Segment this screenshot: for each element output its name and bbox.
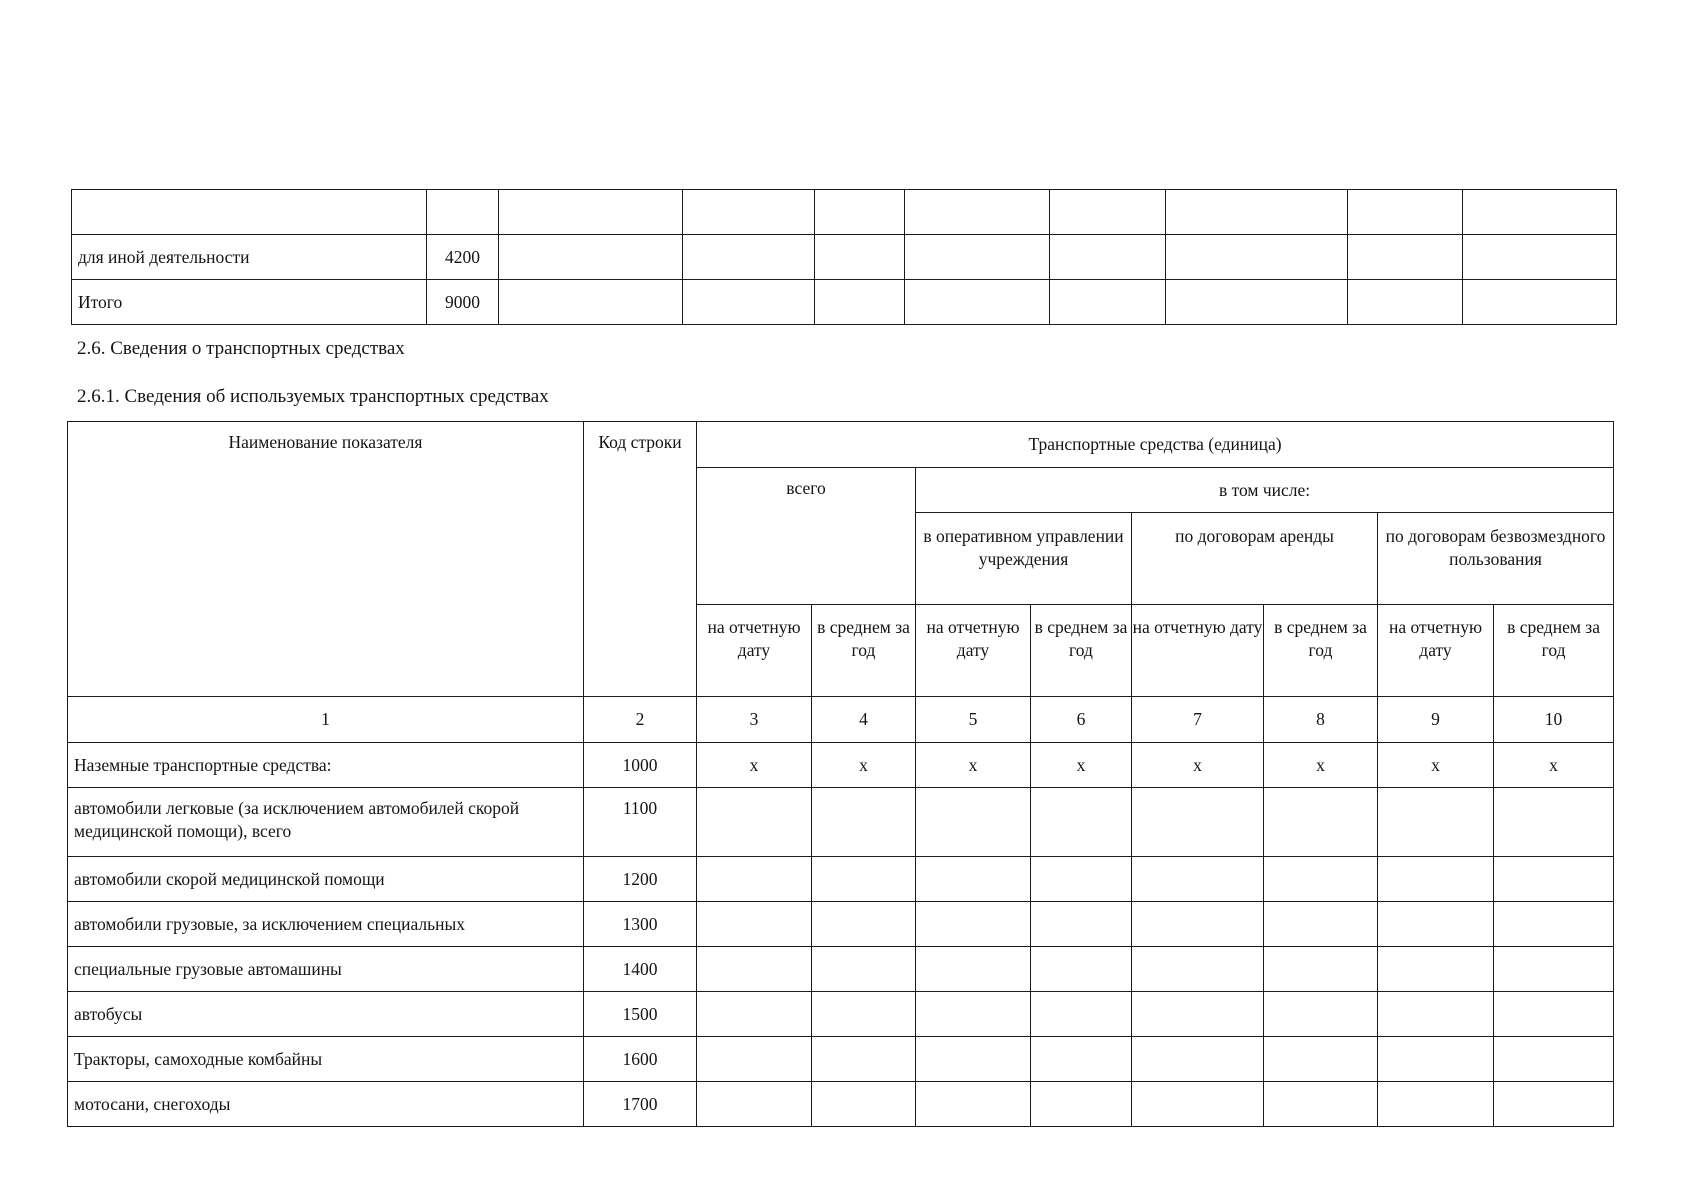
table-row xyxy=(68,947,1614,992)
value-cell xyxy=(1031,1082,1132,1127)
value-cell xyxy=(905,280,1050,325)
row-code: 1600 xyxy=(584,1037,697,1082)
header-indicator-name: Наименование показателя xyxy=(68,422,584,697)
row-name: Тракторы, самоходные комбайны xyxy=(68,1037,584,1082)
value-cell xyxy=(1166,235,1348,280)
value-cell xyxy=(1494,1082,1614,1127)
row-name: специальные грузовые автомашины xyxy=(68,947,584,992)
column-number-row xyxy=(68,697,1614,743)
header-sub: в среднем за год xyxy=(812,605,916,697)
table-row xyxy=(72,190,1617,235)
value-cell xyxy=(1378,902,1494,947)
value-cell xyxy=(1494,902,1614,947)
value-cell xyxy=(1264,1082,1378,1127)
row-name xyxy=(72,190,427,235)
header-transport-group: Транспортные средства (единица) xyxy=(697,422,1614,468)
row-code: 1300 xyxy=(584,902,697,947)
row-code: 1200 xyxy=(584,857,697,902)
row-name: для иной деятельности xyxy=(72,235,427,280)
value-cell xyxy=(697,992,812,1037)
row-name: Наземные транспортные средства: xyxy=(68,743,584,788)
value-cell xyxy=(812,947,916,992)
value-cell: x xyxy=(812,743,916,788)
value-cell xyxy=(1378,857,1494,902)
value-cell xyxy=(916,857,1031,902)
column-number: 9 xyxy=(1378,697,1494,743)
row-code: 1700 xyxy=(584,1082,697,1127)
value-cell xyxy=(812,857,916,902)
row-code: 9000 xyxy=(427,280,499,325)
value-cell xyxy=(1050,190,1166,235)
value-cell xyxy=(812,1037,916,1082)
value-cell xyxy=(1494,1037,1614,1082)
value-cell: x xyxy=(1031,743,1132,788)
row-code: 4200 xyxy=(427,235,499,280)
value-cell xyxy=(1166,190,1348,235)
value-cell xyxy=(1132,947,1264,992)
row-name: Итого xyxy=(72,280,427,325)
value-cell xyxy=(1494,857,1614,902)
value-cell xyxy=(683,190,815,235)
value-cell: x xyxy=(1264,743,1378,788)
value-cell: x xyxy=(916,743,1031,788)
transport-table xyxy=(67,421,1614,1127)
value-cell xyxy=(683,280,815,325)
header-total: всего xyxy=(697,468,916,605)
column-number: 10 xyxy=(1494,697,1614,743)
value-cell xyxy=(1031,902,1132,947)
value-cell xyxy=(1264,992,1378,1037)
header-sub: на отчетную дату xyxy=(1378,605,1494,697)
column-number: 7 xyxy=(1132,697,1264,743)
section-title: 2.6. Сведения о транспортных средствах xyxy=(77,338,405,359)
value-cell xyxy=(1132,788,1264,857)
value-cell xyxy=(1348,280,1463,325)
value-cell xyxy=(1264,1037,1378,1082)
row-name: автомобили скорой медицинской помощи xyxy=(68,857,584,902)
value-cell xyxy=(1378,1082,1494,1127)
value-cell xyxy=(815,190,905,235)
column-number: 1 xyxy=(68,697,584,743)
column-number: 5 xyxy=(916,697,1031,743)
value-cell xyxy=(1378,788,1494,857)
value-cell xyxy=(1132,1037,1264,1082)
value-cell xyxy=(1031,788,1132,857)
column-number: 4 xyxy=(812,697,916,743)
value-cell xyxy=(683,235,815,280)
header-sub: в среднем за год xyxy=(1264,605,1378,697)
column-number: 6 xyxy=(1031,697,1132,743)
value-cell xyxy=(812,902,916,947)
value-cell xyxy=(1378,992,1494,1037)
table-row xyxy=(68,1037,1614,1082)
value-cell xyxy=(1264,857,1378,902)
value-cell: x xyxy=(1494,743,1614,788)
column-number: 8 xyxy=(1264,697,1378,743)
value-cell xyxy=(1494,992,1614,1037)
value-cell xyxy=(916,947,1031,992)
value-cell xyxy=(1031,857,1132,902)
value-cell xyxy=(697,857,812,902)
header-sub: на отчетную дату xyxy=(916,605,1031,697)
value-cell xyxy=(1378,947,1494,992)
value-cell xyxy=(1348,190,1463,235)
value-cell: x xyxy=(1132,743,1264,788)
column-number: 2 xyxy=(584,697,697,743)
header-row-code: Код строки xyxy=(584,422,697,697)
value-cell xyxy=(1031,1037,1132,1082)
value-cell xyxy=(916,788,1031,857)
header-including: в том числе: xyxy=(916,468,1614,513)
value-cell: x xyxy=(697,743,812,788)
value-cell xyxy=(697,1082,812,1127)
table-row xyxy=(68,1082,1614,1127)
value-cell xyxy=(1132,902,1264,947)
value-cell xyxy=(1494,947,1614,992)
value-cell xyxy=(1166,280,1348,325)
value-cell xyxy=(697,788,812,857)
value-cell xyxy=(1463,280,1617,325)
value-cell xyxy=(905,235,1050,280)
value-cell xyxy=(815,235,905,280)
header-lease: по договорам аренды xyxy=(1132,513,1378,605)
value-cell xyxy=(1050,235,1166,280)
row-name: автомобили легковые (за исключением автомобилей скорой медицинской помощи), всего xyxy=(68,788,584,857)
header-free-use: по договорам безвозмездного пользования xyxy=(1378,513,1614,605)
value-cell xyxy=(1264,788,1378,857)
value-cell xyxy=(1264,902,1378,947)
value-cell xyxy=(697,947,812,992)
table-row xyxy=(72,280,1617,325)
value-cell xyxy=(916,902,1031,947)
subsection-title: 2.6.1. Сведения об используемых транспортных средствах xyxy=(77,386,549,407)
header-sub: на отчетную дату xyxy=(1132,605,1264,697)
row-code: 1000 xyxy=(584,743,697,788)
value-cell xyxy=(1031,992,1132,1037)
value-cell xyxy=(916,1037,1031,1082)
value-cell xyxy=(1132,857,1264,902)
row-name: мотосани, снегоходы xyxy=(68,1082,584,1127)
value-cell xyxy=(1132,992,1264,1037)
value-cell xyxy=(499,235,683,280)
value-cell: x xyxy=(1378,743,1494,788)
value-cell xyxy=(812,992,916,1037)
value-cell xyxy=(916,1082,1031,1127)
value-cell xyxy=(812,1082,916,1127)
row-code: 1400 xyxy=(584,947,697,992)
value-cell xyxy=(1348,235,1463,280)
value-cell xyxy=(916,992,1031,1037)
table-row xyxy=(68,857,1614,902)
header-operational: в оперативном управлении учреждения xyxy=(916,513,1132,605)
column-number: 3 xyxy=(697,697,812,743)
value-cell xyxy=(1378,1037,1494,1082)
value-cell xyxy=(1132,1082,1264,1127)
table-row xyxy=(68,743,1614,788)
value-cell xyxy=(1264,947,1378,992)
header-sub: в среднем за год xyxy=(1494,605,1614,697)
row-code: 1500 xyxy=(584,992,697,1037)
previous-section-table xyxy=(71,189,1617,325)
value-cell xyxy=(697,1037,812,1082)
row-code xyxy=(427,190,499,235)
value-cell xyxy=(499,190,683,235)
table-row xyxy=(72,235,1617,280)
value-cell xyxy=(1494,788,1614,857)
header-sub: на отчетную дату xyxy=(697,605,812,697)
row-name: автобусы xyxy=(68,992,584,1037)
row-code: 1100 xyxy=(584,788,697,857)
value-cell xyxy=(499,280,683,325)
header-sub: в среднем за год xyxy=(1031,605,1132,697)
value-cell xyxy=(812,788,916,857)
value-cell xyxy=(905,190,1050,235)
row-name: автомобили грузовые, за исключением специальных xyxy=(68,902,584,947)
value-cell xyxy=(697,902,812,947)
value-cell xyxy=(1050,280,1166,325)
table-row xyxy=(68,788,1614,857)
value-cell xyxy=(1463,190,1617,235)
table-row xyxy=(68,992,1614,1037)
value-cell xyxy=(1031,947,1132,992)
value-cell xyxy=(1463,235,1617,280)
value-cell xyxy=(815,280,905,325)
table-row xyxy=(68,902,1614,947)
